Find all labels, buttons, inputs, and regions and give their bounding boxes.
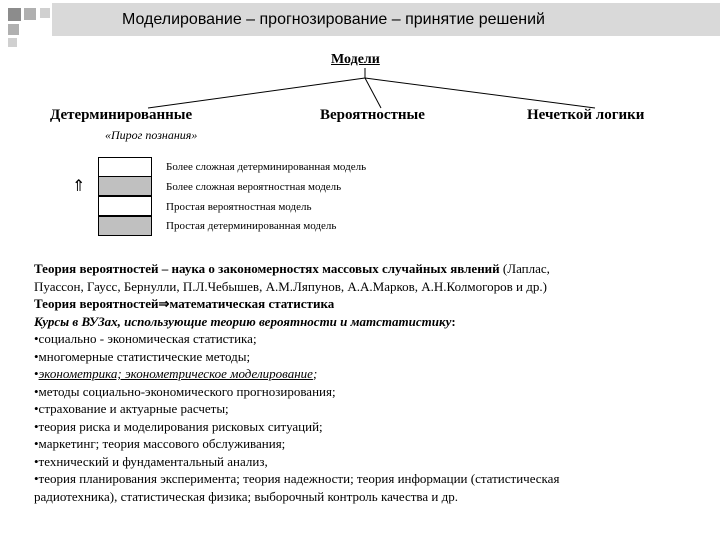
pie-level-box: [98, 176, 152, 196]
pie-caption: «Пирог познания»: [105, 128, 198, 142]
tree-root-models: Модели: [331, 52, 380, 67]
page-title: Моделирование – прогнозирование – принятие решений: [122, 11, 545, 28]
pie-level-box: [98, 216, 152, 236]
pie-level-label: Более сложная вероятностная модель: [166, 181, 342, 193]
text-line: [34, 260, 714, 278]
list-item: •методы социально-экономического прогнозирования;: [34, 383, 336, 399]
definition-tail: (Лаплас,: [499, 261, 550, 276]
list-item: •страхование и актуарные расчеты;: [34, 401, 229, 416]
pie-level-label: Простая детерминированная модель: [166, 220, 337, 232]
text-line: Теория вероятностей⇒математическая статистика: [34, 296, 335, 311]
pie-level-label: Простая вероятностная модель: [166, 201, 312, 213]
list-item: •теория планирования эксперимента; теория надежности; теория информации (статистическая: [34, 471, 560, 486]
courses-heading: Курсы в ВУЗах, использующие теорию вероятности и матстатистику: [34, 313, 452, 329]
bullet-tail: ;: [312, 366, 318, 381]
pie-level-box: [98, 196, 152, 216]
list-item: •социально - экономическая статистика;: [34, 331, 257, 346]
list-item: •теория риска и моделирования рисковых ситуаций;: [34, 418, 323, 434]
econometrics-underlined: эконометрика; эконометрическое моделирование: [38, 366, 313, 381]
branch-probabilistic: Вероятностные: [320, 107, 425, 123]
up-arrow-icon: ⇑: [72, 176, 86, 195]
courses-colon: :: [451, 313, 456, 329]
list-item: •маркетинг; теория массового обслуживания;: [34, 436, 286, 451]
list-item: [34, 365, 714, 383]
definition-bold: Теория вероятностей – наука о закономерностях массовых случайных явлений: [34, 261, 500, 276]
list-item: •технический и фундаментальный анализ,: [34, 453, 268, 469]
pie-level-box: [98, 157, 152, 177]
text-line: [34, 313, 714, 331]
list-item: •многомерные статистические методы;: [34, 348, 251, 364]
body-text: [34, 260, 714, 505]
list-item: радиотехника), статистическая физика; выборочный контроль качества и др.: [34, 488, 458, 504]
pie-level-label: Более сложная детерминированная модель: [166, 161, 367, 173]
branch-deterministic: Детерминированные: [50, 107, 193, 123]
bullet-mark: •: [34, 366, 39, 381]
branch-fuzzy-logic: Нечеткой логики: [527, 107, 645, 123]
text-line: Пуассон, Гаусс, Бернулли, П.Л.Чебышев, А.М.Ляпунов, А.А.Марков, А.Н.Колмогоров и др.): [34, 278, 547, 294]
